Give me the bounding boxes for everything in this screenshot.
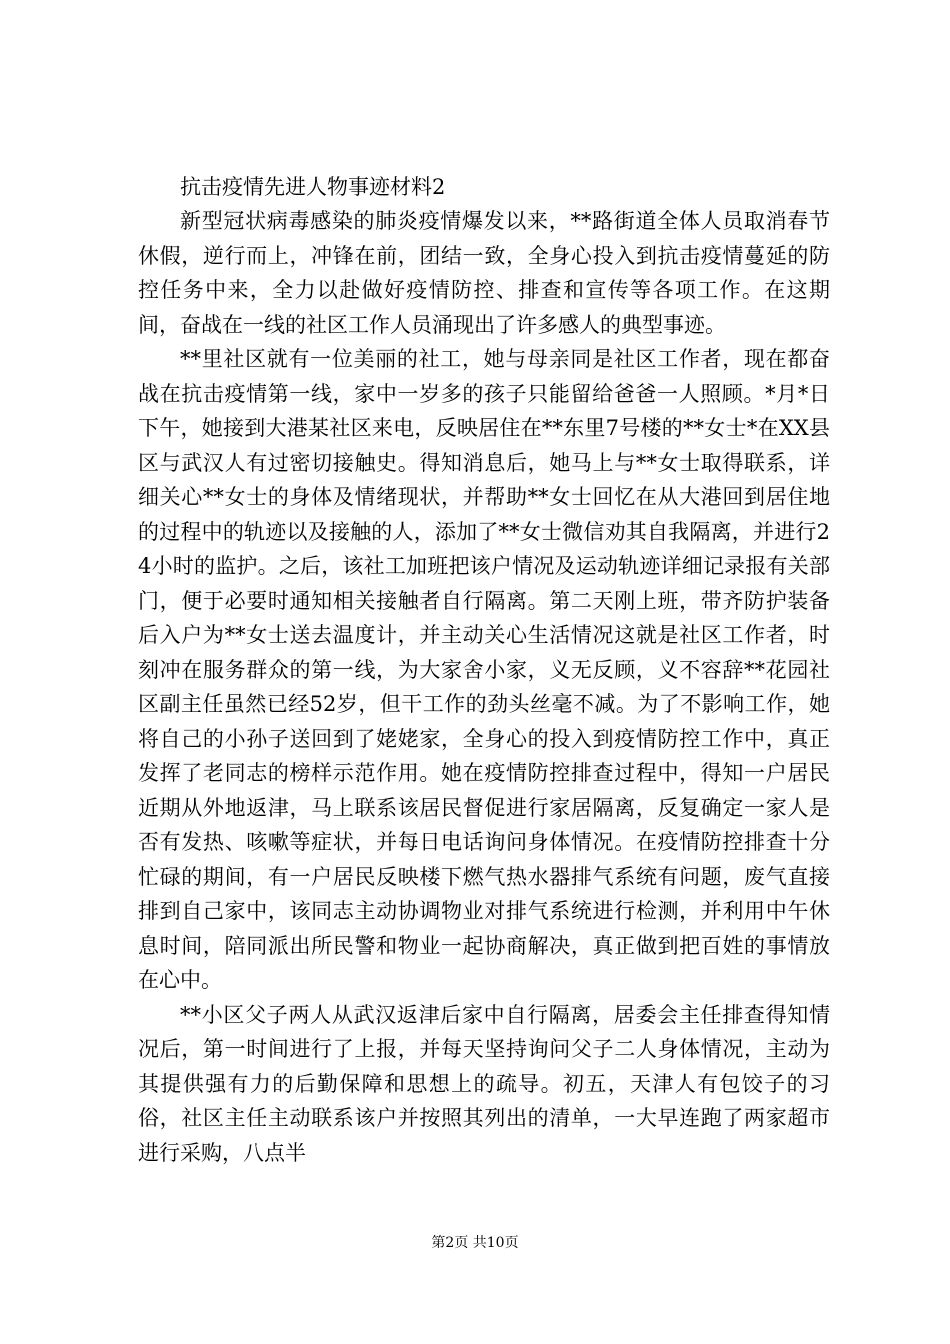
paragraph-intro: 新型冠状病毒感染的肺炎疫情爆发以来，**路街道全体人员取消春节休假，逆行而上，冲锋在前，团结一致，全身心投入到抗击疫情蔓延的防控任务中来，全力以赴做好疫情防控、排查和宣传等各项工作。在这期间，奋战在一线的社区工作人员涌现出了许多感人的典型事迹。 [138, 209, 830, 337]
document-title: 抗击疫情先进人物事迹材料2 [180, 175, 446, 199]
paragraph-community-workers: **里社区就有一位美丽的社工，她与母亲同是社区工作者，现在都奋战在抗击疫情第一线，家中一岁多的孩子只能留给爸爸一人照顾。*月*日下午，她接到大港某社区来电，反映居住在**东里7号楼的**女士*在XX县区与武汉人有过密切接触史。得知消息后，她马上与**女士取得联系，详细关心**女士的身体及情绪现状，并帮助**女士回忆在从大港回到居住地的过程中的轨迹以及接触的人，添加了**女士微信劝其自我隔离，并进行24小时的监护。之后，该社工加班把该户情况及运动轨迹详细记录报有关部门，便于必要时通知相关接触者自行隔离。第二天刚上班，带齐防护装备后入户为**女士送去温度计，并主动关心生活情况这就是社区工作者，时刻冲在服务群众的第一线，为大家舍小家，义无反顾，义不容辞**花园社区副主任虽然已经52岁，但干工作的劲头丝毫不减。为了不影响工作，她将自己的小孙子送回到了姥姥家，全身心的投入到疫情防控工作中，真正发挥了老同志的榜样示范作用。她在疫情防控排查过程中，得知一户居民近期从外地返津，马上联系该居民督促进行家居隔离，反复确定一家人是否有发热、咳嗽等症状，并每日电话询问身体情况。在疫情防控排查十分忙碌的期间，有一户居民反映楼下燃气热水器排气系统有问题，废气直接排到自己家中，该同志主动协调物业对排气系统进行检测，并利用中午休息时间，陪同派出所民警和物业一起协商解决，真正做到把百姓的事情放在心中。 [138, 347, 830, 992]
page-footer: 第2页 共10页 [431, 1235, 519, 1251]
document-body [138, 170, 830, 1170]
paragraph-father-son-quarantine: **小区父子两人从武汉返津后家中自行隔离，居委会主任排查得知情况后，第一时间进行了上报，并每天坚持询问父子二人身体情况，主动为其提供强有力的后勤保障和思想上的疏导。初五，天津人有包饺子的习俗，社区主任主动联系该户并按照其列出的清单，一大早连跑了两家超市进行采购，八点半 [138, 1002, 830, 1165]
